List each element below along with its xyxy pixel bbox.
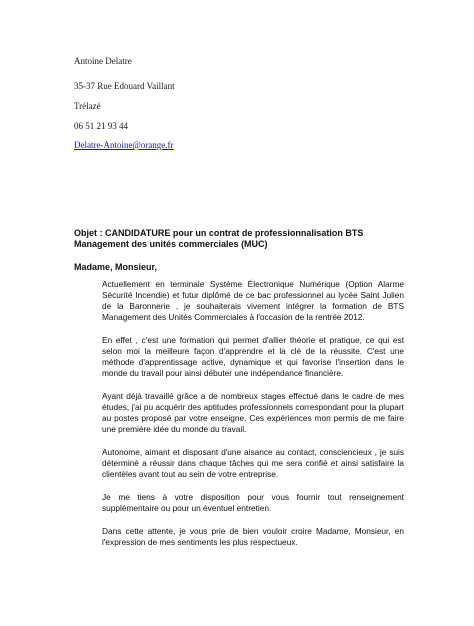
- paragraph-intro: Actuellement en terminale Système Électronique Numérique (Option Alarme Sécurité Incendie) et futur diplômé de ce bac professionnel au lycée Saint Julien de la Baronnerie , je souhaiterais vivement intégrer la formation de BTS Management des Unités Commerciales à l'occasion de la rentrée 2012.: [102, 279, 404, 322]
- subject-line-1: Objet : CANDIDATURE pour un contrat de professionnalisation BTS: [74, 228, 364, 238]
- letter-body: [102, 279, 404, 560]
- paragraph-closing: Dans cette attente, je vous prie de bien vouloir croire Madame, Monsieur, en l'expression de mes sentiments les plus respectueux.: [102, 526, 404, 547]
- sender-email-link[interactable]: Delatre-Antoine@orange.fr: [74, 140, 174, 150]
- paragraph-formation: En effet , c'est une formation qui permet d'allier théorie et pratique, ce qui est selon moi la meilleure façon d'apprendre et la clé de la réussite. C'est une méthode d'apprentissage active, dynamique et qui favorise l'insertion dans le monde du travail pour ainsi débuter une indépendance financière.: [102, 335, 404, 378]
- paragraph-experience: Ayant déjà travaillé grâce a de nombreux stages effectué dans le cadre de mes études, j'ai pu acquérir des aptitudes professionnels correspondant pour la plupart au postes proposé par votre enseigne. Ces expériences mon permis de me faire une première idée du monde du travail.: [102, 391, 404, 434]
- subject-line-2: Management des unités commerciales (MUC): [74, 239, 268, 249]
- letter-subject: [74, 228, 404, 250]
- paragraph-qualities: Autonome, aimant et disposant d'une aisance au contact, consciencieux , je suis déterminé a réussir dans chaque tâches qui me sera confié et ainsi satisfaire la clientèles avant tout au sein de votre entreprise.: [102, 447, 404, 479]
- sender-address: 35-37 Rue Edouard Vaillant: [74, 81, 175, 91]
- sender-name: Antoine Delatre: [74, 56, 132, 66]
- sender-city: Trélazé: [74, 101, 101, 111]
- sender-phone: 06 51 21 93 44: [74, 121, 128, 131]
- greeting: Madame, Monsieur,: [74, 262, 158, 272]
- paragraph-availability: Je me tiens à votre disposition pour vous fournir tout renseignement supplémentaire ou pour un éventuel entretien.: [102, 492, 404, 513]
